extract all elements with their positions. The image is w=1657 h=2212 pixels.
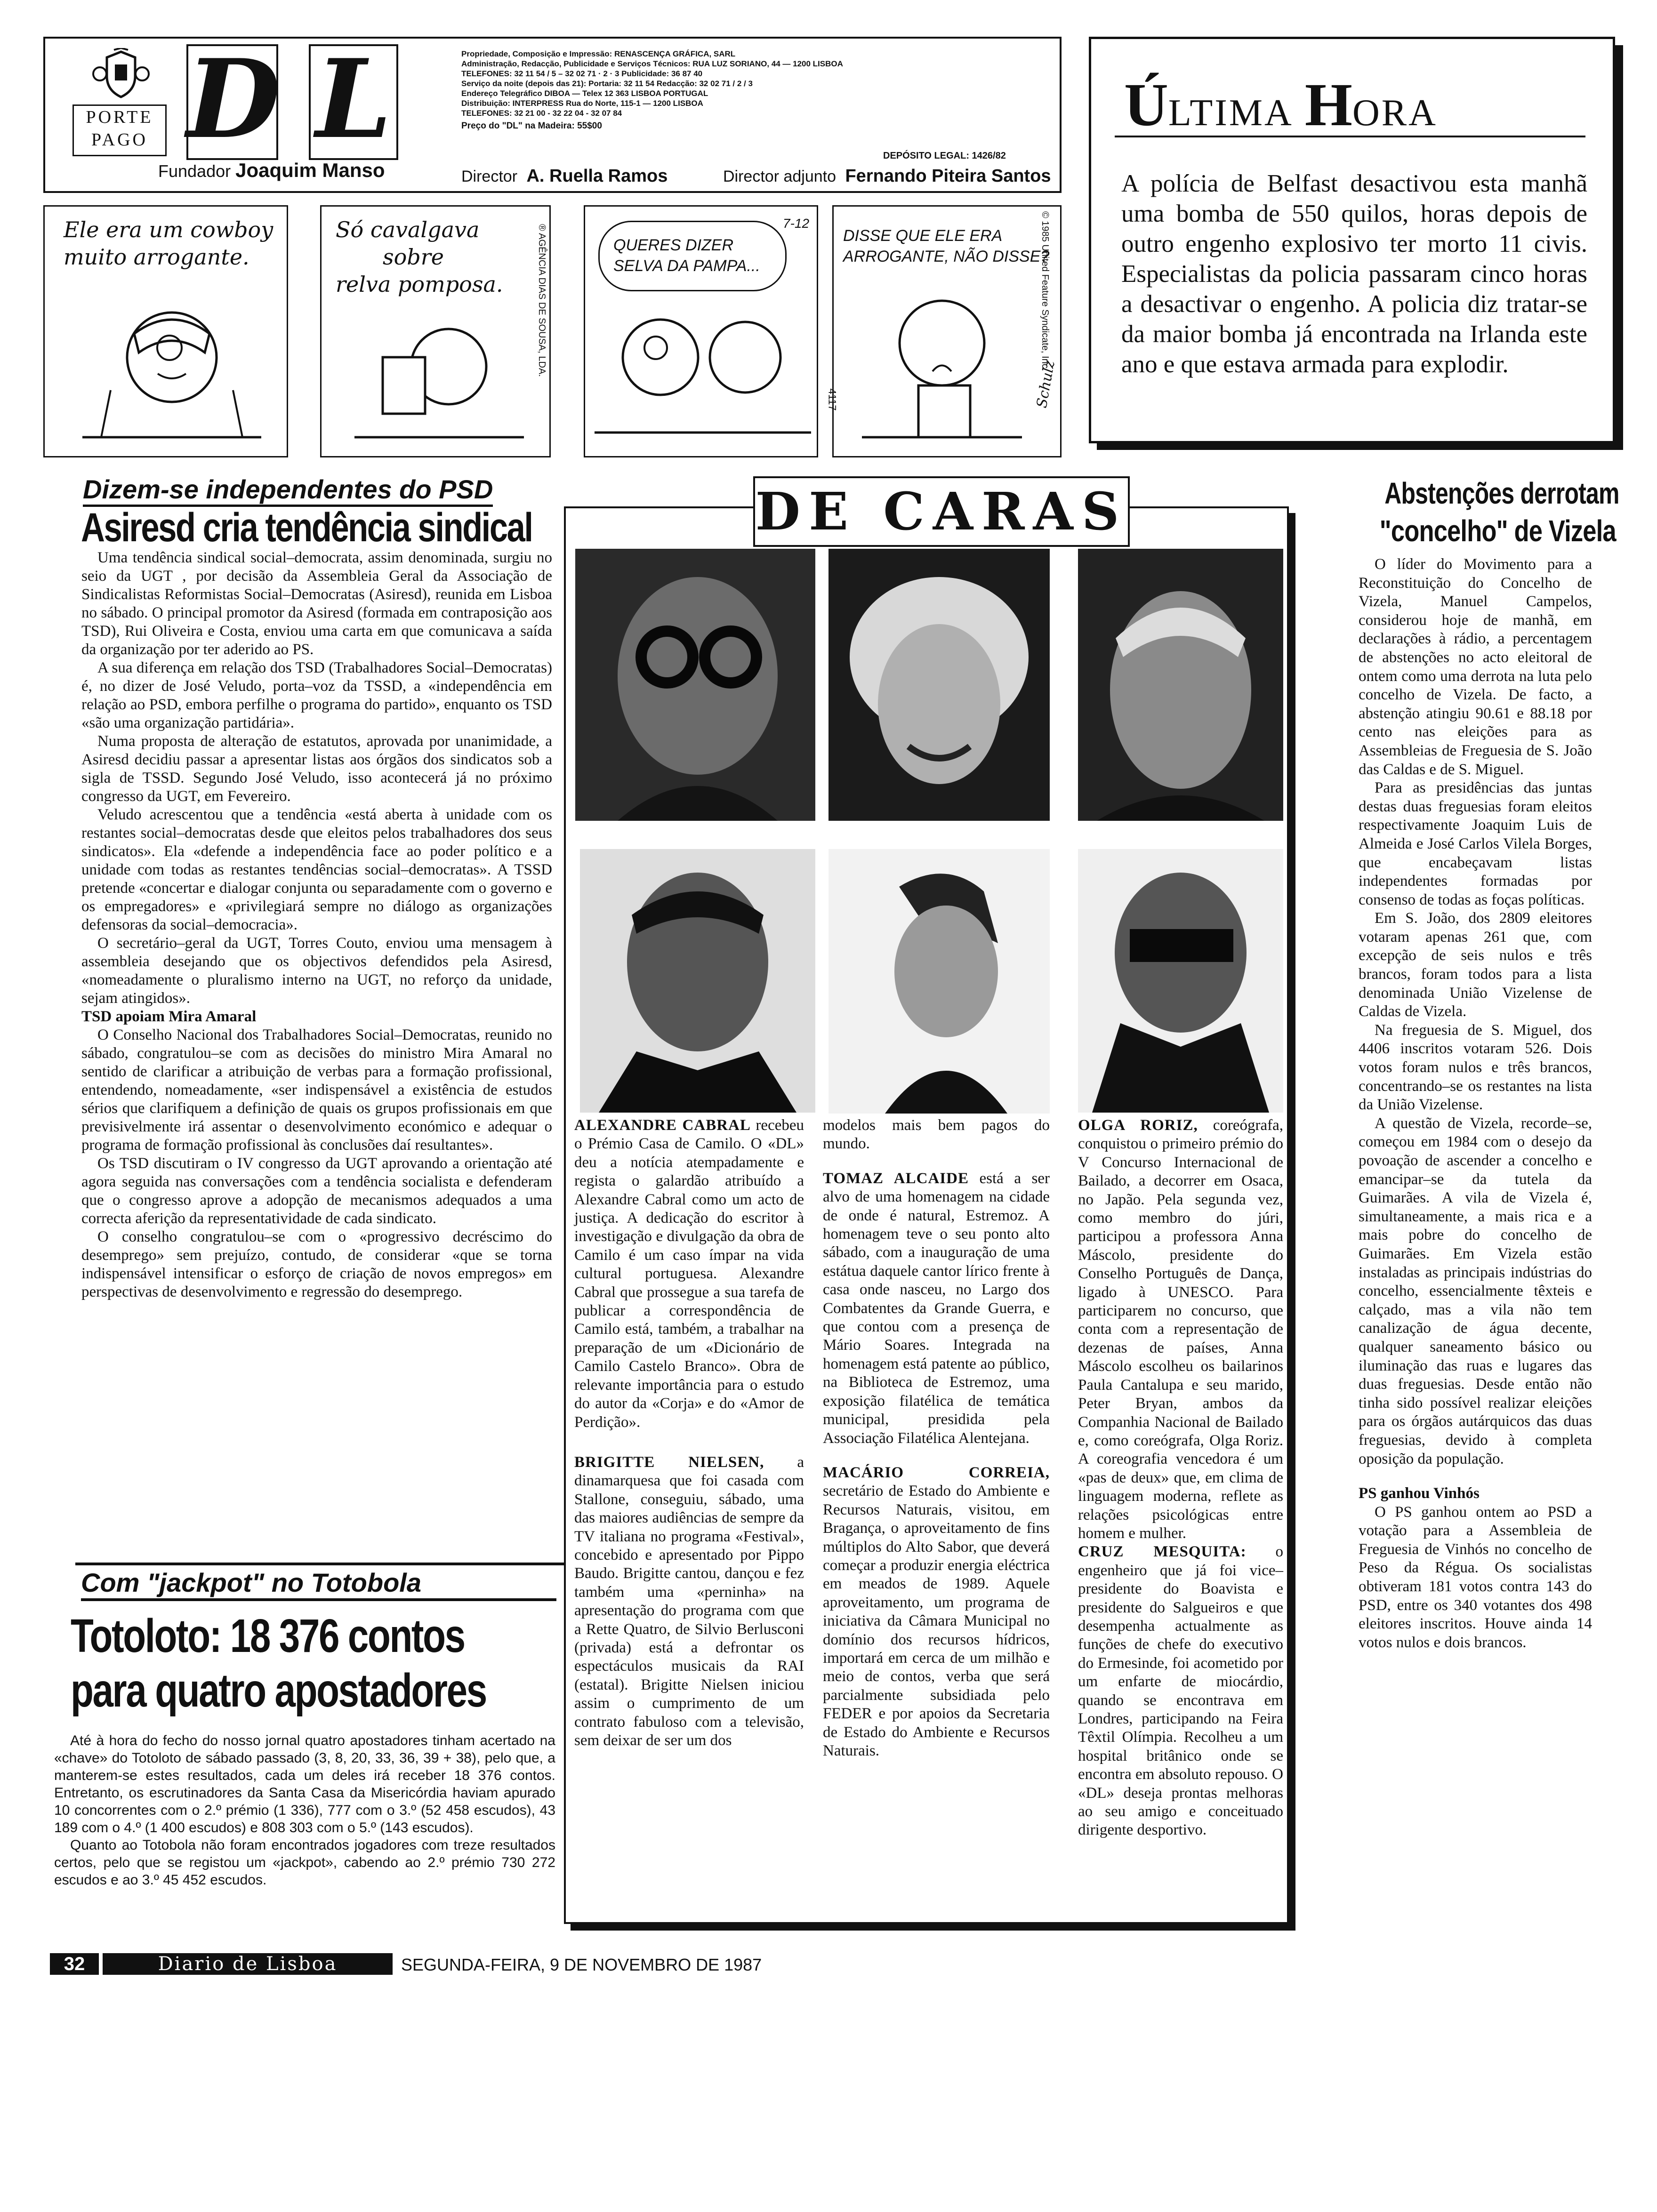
decaras-item-lead: OLGA RORIZ, <box>1078 1117 1198 1134</box>
paragraph: Até à hora do fecho do nosso jornal quatro apostadores tinham acertado na «chave» do Totoloto de sábado passado (3, 8, 20, 33, 36, 39 + 38), pelo que, a manterem-se estes resultados, cada um deles irá receber 18 376 contos. Entretanto, os escrutinadores da Santa Casa da Misericórdia haviam apurado 10 concorrentes com o 2.º prémio (1 336), 777 com o 3.º (52 458 escudos), 43 189 com o 4.º (1 400 escudos) e 808 303 com o 5.º (143 escudos). <box>54 1733 555 1835</box>
decaras-column-2 <box>823 1116 1050 1760</box>
decaras-item <box>574 1453 804 1750</box>
decaras-item-text: modelos mais bem pagos do mundo. <box>823 1117 1050 1153</box>
fundador-name: Joaquim Manso <box>235 159 385 181</box>
decaras-column-1 <box>574 1116 804 1750</box>
decaras-item-text: está a ser alvo de uma homenagem na cidade de onde é natural, Estremoz. A homenagem teve o seu ponto alto sábado, com a inauguração de uma estátua daquele cantor lírico frente à casa onde nasceu, no Largo dos Combatentes da Grande Guerra, e que contou com a presença de Mário Soares. Integrada na homenagem está patente ao público, na Biblioteca de Estremoz, uma exposição filatélica de temática municipal, presidida pela Associação Filatélica Alentejana. <box>823 1170 1050 1447</box>
photo-macario-correia <box>580 849 815 1113</box>
logo-letters: DL <box>186 36 427 163</box>
director-label: Director <box>461 168 518 185</box>
decaras-item-text: o engenheiro que já foi vice–presidente do Boavista e presidente do Salgueiros e que desempenha actualmente as funções de chefe do executivo do Ermesinde, foi acometido por um enfarte de miocárdio, quando se encontrava em Londres, participando na Feira Têxtil Olímpia. Recolheu a um hospital britânico onde se encontra em absoluto repouso. O «DL» deseja prontas melhoras ao seu amigo e conceituado dirigente desportivo. <box>1078 1543 1283 1839</box>
decaras-item-lead: MACÁRIO CORREIA, <box>823 1464 1050 1481</box>
coat-of-arms-icon <box>90 48 152 100</box>
photo-cruz-mesquita <box>1078 849 1283 1113</box>
masthead-info <box>461 49 1054 131</box>
comic-panel-1 <box>43 205 288 457</box>
sally-angry-drawing-icon <box>862 277 1022 451</box>
info-line: Distribuição: INTERPRESS Rua do Norte, 115-1 — 1200 LISBOA <box>461 99 703 108</box>
comic-text-line: Ele era um cowboy <box>64 217 273 242</box>
portrait-icon <box>1078 549 1283 821</box>
comic-panel-2-text <box>336 216 503 298</box>
info-line: Endereço Telegráfico DIBOA — Telex 12 363 LISBOA PORTUGAL <box>461 89 708 98</box>
title-ltima: LTIMA <box>1168 92 1294 134</box>
director-adjunto-label: Director adjunto <box>723 168 837 185</box>
decaras-column-3 <box>1078 1116 1283 1840</box>
decaras-item-lead: TOMAZ ALCAIDE <box>823 1170 969 1187</box>
masthead <box>43 37 1062 193</box>
paragraph: Em S. João, dos 2809 eleitores votaram apenas 261 que, com excepção de seis nulos e três brancos, foram todos para a lista denominada União Vizelense de Caldas de Vizela. <box>1359 910 1592 1020</box>
decaras-title: DE CARAS <box>755 481 1128 542</box>
comic-panel-3-text <box>613 235 760 276</box>
ultima-hora-box <box>1089 37 1615 443</box>
vizela-body <box>1359 555 1592 1652</box>
ultima-hora-title <box>1124 72 1438 156</box>
asiresd-headline: Asiresd cria tendência sindical <box>81 505 532 550</box>
decaras-item-text: a dinamarquesa que foi casada com Stallone, conseguiu, sábado, uma das maiores audiências de sempre da TV italiana no programa «Festival», concebido e apresentado por Pippo Baudo. Brigitte cantou, dançou e fez também uma «perninha» na apresentação do programa com que a Rette Quatro, de Silvio Berlusconi (privada) está a defrontar os espectáculos musicais da RAI (estatal). Brigitte Nielsen iniciou assim o cumprimento de um contrato fabuloso com a televisão, sem deixar de ser um dos <box>574 1453 804 1749</box>
fundador-label: Fundador <box>158 161 231 181</box>
paragraph: O PS ganhou ontem ao PSD a votação para a Assembleia de Freguesia de Vinhós no concelho de Peso da Régua. Os socialistas obtiveram 181 votos contra 143 do PSD, entre os 340 votantes dos 498 eleitores inscritos. Houve ainda 14 votos nulos e dois brancos. <box>1359 1503 1592 1651</box>
decaras-item <box>1078 1116 1283 1543</box>
totoloto-headline-line1: Totoloto: 18 376 contos <box>71 1610 465 1662</box>
photo-brigitte-nielsen <box>828 549 1050 821</box>
portrait-icon <box>580 849 815 1113</box>
paragraph: A sua diferença em relação dos TSD (Trabalhadores Social–Democratas) é, no dizer de José Veludo, porta–voz da TSSD, a «independência em relação ao PSD, embora perfilhe o programa do partido», enquanto os TSD «são uma organização partidária». <box>81 659 552 731</box>
deposito-legal: DEPÓSITO LEGAL: 1426/82 <box>883 151 1006 161</box>
paragraph: Quanto ao Totobola não foram encontrados jogadores com treze resultados certos, pelo que se registou um «jackpot», cabendo ao 2.º prémio 730 272 escudos e ao 3.º 45 452 escudos. <box>54 1837 555 1888</box>
paragraph: A questão de Vizela, recorde–se, começou em 1984 com o desejo da povoação de ascender a concelho e emancipar–se da tutela da Guimarães. A vila de Vizela é, simultaneamente, a mais rica e a mais pobre do concelho de Guimarães. Em Vizela estão instaladas as principais indústrias do concelho, essencialmente têxteis e calçado, mas a vila não tem canalização de água decente, qualquer saneamento básico ou iluminação das ruas e lugares das duas freguesias. Desde então não tinha sido possível realizar eleições para os órgãos autárquicos das duas freguesias, devido à completa oposição da população. <box>1359 1114 1592 1467</box>
photo-alexandre-cabral <box>575 549 815 821</box>
comic-panel-4 <box>832 205 1062 457</box>
portrait-icon <box>828 849 1050 1114</box>
vizela-headline-line2: "concelho" de Vizela <box>1379 514 1616 548</box>
totoloto-rule <box>75 1563 564 1565</box>
comic-text-line: SELVA DA PAMPA... <box>613 257 760 275</box>
totoloto-headline <box>71 1609 486 1718</box>
info-line: Serviço da noite (depois das 21): Portaria: 32 11 54 Redacção: 32 02 71 / 2 / 3 <box>461 79 753 88</box>
comic-text-line: sobre <box>383 244 444 270</box>
comic-signature: Schulz <box>1033 359 1058 409</box>
decaras-shadow-side <box>1289 513 1295 1930</box>
comic-panel-3 <box>584 205 818 457</box>
comic-panel-4-text <box>843 225 1049 267</box>
sally-drawing-icon <box>354 315 524 456</box>
lucy-drawing-icon <box>82 296 261 456</box>
title-u: Ú <box>1124 71 1168 139</box>
porte-pago-line2: PAGO <box>91 130 148 150</box>
footer-page-number: 32 <box>50 1953 99 1975</box>
info-line: TELEFONES: 32 21 00 - 32 22 04 - 32 07 84 <box>461 109 622 118</box>
decaras-shadow-bottom <box>571 1924 1295 1931</box>
totoloto-body <box>54 1732 555 1889</box>
decaras-item-text: coreógrafa, conquistou o primeiro prémio do V Concurso Internacional de Bailado, a decorrer em Osaca, no Japão. Pela segunda vez, como membro do júri, participou a professora Anna Máscolo, presidente do Conselho Português de Dança, ligado à UNESCO. Para participarem no concurso, que conta com a representação de dezenas de países, Anna Máscolo escolheu os bailarinos Paula Cantalupa e seu marido, Peter Bryan, ambos da Companhia Nacional de Bailado e, como coreógrafa, Olga Roriz. A coreografia vencedora é um «pas de deux» que, em clima de linguagem moderna, reflete as relações psicológicas entre homem e mulher. <box>1078 1117 1284 1542</box>
paragraph: Na freguesia de S. Miguel, dos 4406 inscritos votaram 526. Dois votos foram nulos e três brancos, concentrando–se os restantes na lista da União Vizelense. <box>1359 1021 1592 1114</box>
info-line: Administração, Redacção, Publicidade e Serviços Técnicos: RUA LUZ SORIANO, 44 — 1200 LISBOA <box>461 59 843 68</box>
comic-text-line: ARROGANTE, NÃO DISSE? <box>843 248 1050 265</box>
comic-text-line: muito arrogante. <box>64 244 249 270</box>
paragraph: O secretário–geral da UGT, Torres Couto, enviou uma mensagem à assembleia desejando que os objectivos defendidos pela Asiresd, «nomeadamente o pluralismo interno na UGT, no reforço da unidade, sejam atingidos». <box>81 935 552 1007</box>
asiresd-body <box>81 549 552 1301</box>
fundador-line <box>158 160 385 182</box>
comic-panel-3-code: 4117 <box>826 388 838 411</box>
porte-pago-box <box>72 104 167 156</box>
decaras-item-lead: CRUZ MESQUITA: <box>1078 1543 1247 1561</box>
portrait-icon <box>828 549 1050 821</box>
subhead: TSD apoiam Mira Amaral <box>81 1008 257 1025</box>
decaras-item-lead: ALEXANDRE CABRAL <box>574 1117 751 1134</box>
paragraph: O conselho congratulou–se com o «progressivo decréscimo do desemprego» sem prejuízo, contudo, de considerar «que se torna indispensável intensificar o esforço de criação de novos empregos» em perspectivas de desenvolvimento e regressão do desemprego. <box>81 1228 552 1300</box>
comic-strip <box>43 205 1062 457</box>
vizela-headline-line1: Abstenções derrotam <box>1384 476 1619 510</box>
decaras-item <box>823 1116 1050 1154</box>
totoloto-kicker: Com "jackpot" no Totobola <box>81 1567 556 1601</box>
ultima-hora-shadow <box>1097 443 1623 450</box>
comic-text-line: relva pomposa. <box>336 272 503 297</box>
ultima-hora-shadow-side <box>1615 45 1623 450</box>
decaras-item-lead: BRIGITTE NIELSEN, <box>574 1453 764 1471</box>
comic-text-line: DISSE QUE ELE ERA <box>843 227 1003 245</box>
decaras-item-text: recebeu o Prémio Casa de Camilo. O «DL» deu a notícia atempadamente e regista o galardão atribuído a Alexandre Cabral como um acto de justiça. A dedicação do escritor à investigação e divulgação da obra de Camilo é um caso ímpar na vida cultural portuguesa. Alexandre Cabral que prossegue a sua tarefa de publicar a correspondência de Camilo está, também, a trabalhar na preparação de um «Dicionário de Camilo Castelo Branco». Obra de relevante importância para o estudo do autor da «Corja» e do «Amor de Perdição». <box>574 1117 804 1431</box>
paragraph: O líder do Movimento para a Reconstituição do Concelho de Vizela, Manuel Campelos, considerou hoje de manhã, em declarações à rádio, a percentagem de abstenções no acto eleitoral de ontem como uma derrota na luta pelo concelho de Vizela. De facto, a abstenção atingiu 90.61 e 88.18 por cento nas eleições para as Assembleias de Freguesia de S. João das Caldas e de S. Miguel. <box>1359 556 1592 778</box>
director-name: A. Ruella Ramos <box>526 166 668 186</box>
asiresd-kicker: Dizem-se independentes do PSD <box>83 474 493 507</box>
decaras-item <box>823 1170 1050 1448</box>
director-line <box>461 166 668 187</box>
paragraph: Veludo acrescentou que a tendência «está aberta à unidade com os restantes social–democratas desde que eleitos pelos trabalhadores dos seus sindicatos». Ela «defende a independência face ao poder político e a unidade com todas as restantes tendências social–democratas». A TSSD pretende «concertar e dialogar conjunta ou separadamente com o governo e os empregadores» e «privilegiará sempre no diálogo as organizações defensoras da social–democracia». <box>81 806 552 933</box>
decaras-item <box>1078 1543 1283 1840</box>
info-line: TELEFONES: 32 11 54 / 5 – 32 02 71 · 2 · 3 Publicidade: 36 87 40 <box>461 69 703 78</box>
comic-text-line: QUERES DIZER <box>613 236 734 254</box>
decaras-item <box>574 1116 804 1432</box>
comic-credit-left: ® AGÊNCIA DIAS DE SOUSA, LDA. <box>537 224 547 377</box>
subhead: PS ganhou Vinhós <box>1359 1485 1480 1502</box>
title-ora: ORA <box>1352 92 1438 134</box>
photo-olga-roriz <box>828 849 1050 1114</box>
comic-credit-right: © 1985 United Feature Syndicate, Inc. <box>1040 211 1050 371</box>
paragraph: O Conselho Nacional dos Trabalhadores Social–Democratas, reunido no sábado, congratulou–se com as decisões do ministro Mira Amaral no sentido de clarificar a atribuição de verbas para a formação profissional, entendendo, nomeadamente, «ser indispensável a existência de estudos sérios que clarifiquem a definição de quais os grupos profissionais em que previsivelmente irá assentar o desenvolvimento económico e adequar o programa de formação profissional às conclusões daí resultantes». <box>81 1026 552 1154</box>
totoloto-headline-line2: para quatro apostadores <box>71 1664 486 1717</box>
portrait-icon <box>1078 849 1283 1113</box>
porte-pago-line1: PORTE <box>86 107 153 127</box>
paragraph: Numa proposta de alteração de estatutos, aprovada por unanimidade, a Asiresd decidiu passar a apresentar listas aos órgãos dos sindicatos sob a sigla de TSSD. Segundo José Veludo, isso acontecerá já no próximo congresso da UGT, em Fevereiro. <box>81 733 552 805</box>
vizela-headline <box>1358 474 1619 550</box>
paragraph: Para as presidências das juntas destas duas freguesias foram eleitos respectivamente Joaquim Luis de Almeida e José Carlos Vilela Borges, que encabeçavam listas independentes formadas por consenso de todas as foças políticas. <box>1359 779 1592 908</box>
director-adjunto-line <box>723 166 1051 187</box>
comic-date: 7-12 <box>783 216 810 231</box>
comic-panel-2 <box>320 205 551 457</box>
footer-paper-name: Diario de Lisboa <box>103 1953 393 1975</box>
decaras-item <box>823 1464 1050 1761</box>
comic-text-line: Só cavalgava <box>336 217 480 242</box>
info-line: Preço do "DL" na Madeira: 55$00 <box>461 121 602 131</box>
footer-date: SEGUNDA-FEIRA, 9 DE NOVEMBRO DE 1987 <box>401 1955 762 1974</box>
paragraph: Os TSD discutiram o IV congresso da UGT aprovando a orientação até agora seguida nas conversações com a tendência socialista e defenderam que o congresso aprove a adopção de mecanismos adequados a uma correcta aferição da representatividade de cada sindicato. <box>81 1155 552 1227</box>
director-adjunto-name: Fernando Piteira Santos <box>845 166 1051 186</box>
info-line: Propriedade, Composição e Impressão: RENASCENÇA GRÁFICA, SARL <box>461 49 736 58</box>
lucy-and-linus-drawing-icon <box>595 301 811 451</box>
photo-tomaz-alcaide <box>1078 549 1283 821</box>
ultima-hora-text: A polícia de Belfast desactivou esta manhã uma bomba de 550 quilos, horas depois de outro engenho explosivo ter morto 11 civis. Especialistas da policia passaram cinco horas a desactivar o engenho. A policia diz tratar-se da maior bomba já encontrada na Irlanda este ano e que estava armada para explodir. <box>1121 170 1587 378</box>
title-h: H <box>1304 71 1352 139</box>
comic-panel-1-text <box>64 216 273 271</box>
portrait-icon <box>575 549 815 821</box>
paragraph: Uma tendência sindical social–democrata, assim denominada, surgiu no seio da UGT , por decisão da Assembleia Geral da Associação de Sindicalistas Reformistas Social–Democratas (Asiresd), reunida em Lisboa no sábado. O principal promotor da Asiresd (formada em contraposição aos TSD), Rui Oliveira e Costa, enviou uma carta em que comunicava a saída da organização por ter aderido ao PS. <box>81 549 552 658</box>
decaras-item-text: secretário de Estado do Ambiente e Recursos Naturais, visitou, em Bragança, o aproveitamento de fins múltiplos do Alto Sabor, que deverá começar a produzir energia eléctrica em meados de 1989. Aquele aproveitamento, um programa de iniciativa da Câmara Municipal no domínio dos recursos hídricos, importará em cerca de um milhão e meio de contos, verba que será parcialmente subsidiada pelo FEDER e por apoios da Secretaria de Estado do Ambiente e Recursos Naturais. <box>823 1483 1050 1759</box>
